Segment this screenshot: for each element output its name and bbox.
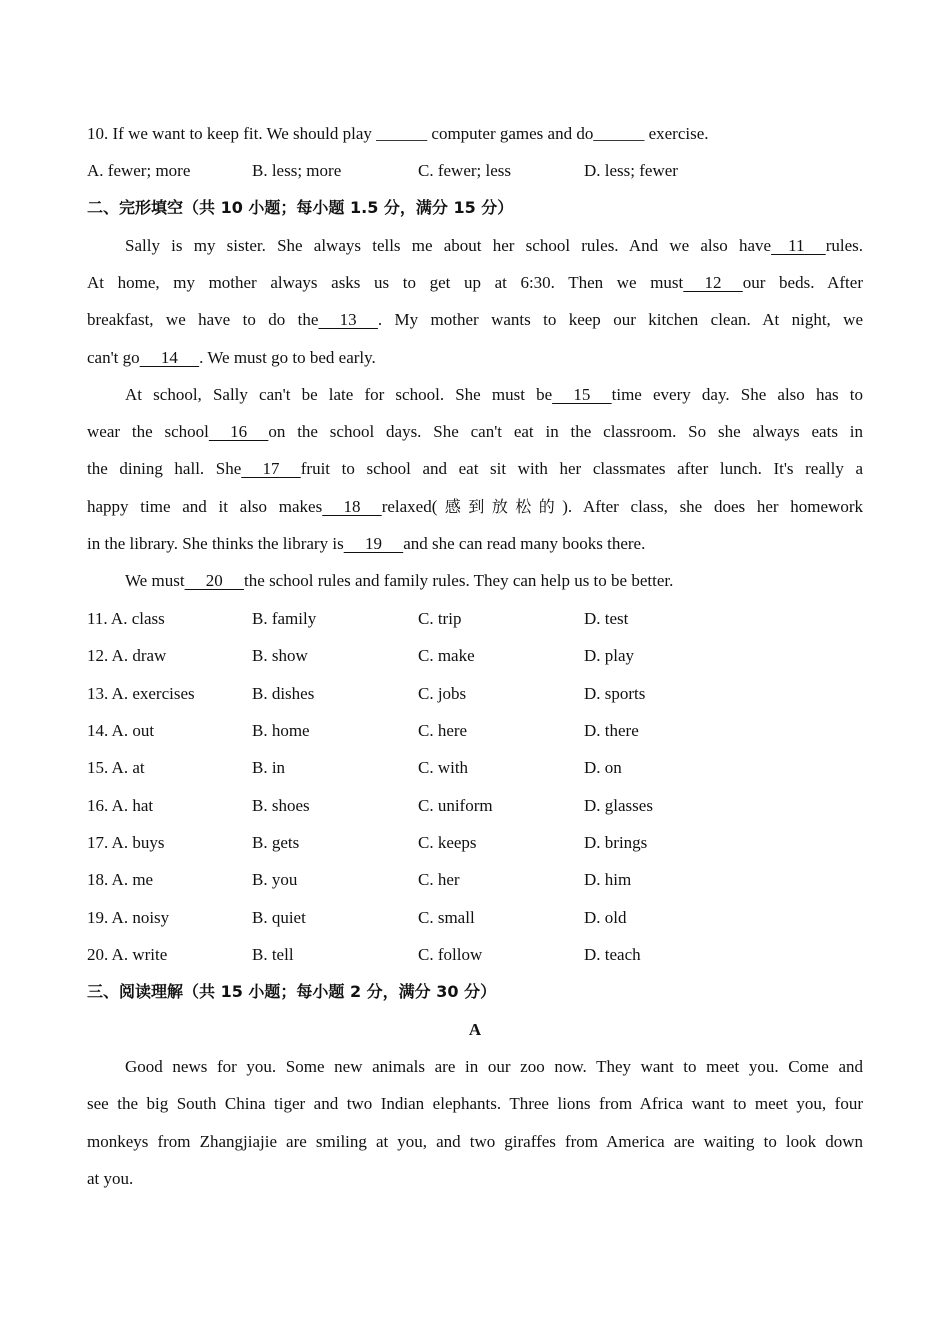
cloze-text: on the school days. She can't eat in the classroom. So she always eats in: [268, 422, 863, 441]
cloze-line: [87, 270, 863, 296]
option-b: B. home: [252, 721, 310, 740]
option-c: C. follow: [418, 945, 483, 964]
cloze-blank-13: 13: [318, 310, 378, 329]
option-c: C. her: [418, 870, 460, 889]
cloze-blank-12: 12: [683, 273, 743, 292]
cloze-text: . My mother wants to keep our kitchen clean. At night, we: [377, 310, 864, 329]
passage-line: at you.: [87, 1169, 134, 1188]
option-d: D. less; fewer: [584, 161, 678, 180]
option-d: D. him: [584, 870, 632, 889]
cloze-text: At school, Sally can't be late for school. She must be: [125, 385, 553, 404]
option-a: 12. A. draw: [87, 646, 167, 665]
option-a: 18. A. me: [87, 870, 154, 889]
option-c: C. fewer; less: [418, 161, 512, 180]
option-b: B. shoes: [252, 796, 310, 815]
cloze-text: can't go: [87, 348, 140, 367]
cloze-line: [87, 456, 863, 482]
cloze-blank-19: 19: [343, 534, 404, 553]
option-a: 20. A. write: [87, 945, 168, 964]
question-15-options: [87, 755, 863, 781]
option-a: 17. A. buys: [87, 833, 165, 852]
cloze-text: wear the school: [87, 422, 209, 441]
option-a: 14. A. out: [87, 721, 155, 740]
question-16-options: [87, 793, 863, 819]
option-a: 13. A. exercises: [87, 684, 195, 703]
option-b: B. show: [252, 646, 308, 665]
option-a: 19. A. noisy: [87, 908, 170, 927]
option-c: C. make: [418, 646, 475, 665]
cloze-blank-15: 15: [552, 385, 612, 404]
option-d: D. sports: [584, 684, 646, 703]
cloze-text: We must: [125, 571, 185, 590]
cloze-text: and she can read many books there.: [403, 534, 646, 553]
cloze-text: ). After class, she does her homework: [562, 497, 863, 516]
option-b: B. in: [252, 758, 286, 777]
option-b: B. family: [252, 609, 317, 628]
option-a: A. fewer; more: [87, 161, 191, 180]
question-10-stem: [87, 121, 863, 147]
cloze-text: breakfast, we have to do the: [87, 310, 319, 329]
option-c: C. trip: [418, 609, 462, 628]
cloze-blank-17: 17: [241, 459, 301, 478]
option-c: C. with: [418, 758, 469, 777]
question-19-options: [87, 905, 863, 931]
cloze-text: our beds. After: [742, 273, 863, 292]
question-17-options: [87, 830, 863, 856]
cloze-line: [87, 568, 863, 594]
option-b: B. gets: [252, 833, 300, 852]
cloze-text: fruit to school and eat sit with her classmates after lunch. It's really a: [300, 459, 863, 478]
cloze-text: the dining hall. She: [87, 459, 242, 478]
cloze-blank-20: 20: [184, 571, 245, 590]
passage-line: Good news for you. Some new animals are in our zoo now. They want to meet you. Come and: [125, 1057, 863, 1076]
cloze-text: At home, my mother always asks us to get up at 6:30. Then we must: [87, 273, 684, 292]
passage-label: A: [468, 1020, 482, 1039]
option-d: D. teach: [584, 945, 641, 964]
option-b: B. tell: [252, 945, 294, 964]
section-3-heading: 三、阅读理解（共 15 小题；每小题 2 分，满分 30 分）: [87, 982, 497, 1001]
cloze-text: rules.: [825, 236, 863, 255]
option-c: C. small: [418, 908, 475, 927]
option-c: C. jobs: [418, 684, 467, 703]
cloze-text: Sally is my sister. She always tells me about her school rules. And we also have: [125, 236, 772, 255]
option-d: D. old: [584, 908, 627, 927]
cloze-line: [87, 531, 863, 557]
cloze-gloss: 感到放松的: [437, 497, 563, 516]
answer-blank: ______: [593, 124, 645, 143]
option-b: B. dishes: [252, 684, 315, 703]
option-d: D. glasses: [584, 796, 653, 815]
cloze-line: [87, 307, 863, 333]
cloze-line: [87, 419, 863, 445]
cloze-blank-11: 11: [771, 236, 826, 255]
cloze-line: [87, 382, 863, 408]
option-a: 16. A. hat: [87, 796, 154, 815]
option-d: D. test: [584, 609, 629, 628]
cloze-blank-14: 14: [139, 348, 200, 367]
answer-blank: ______: [376, 124, 428, 143]
option-d: D. play: [584, 646, 635, 665]
option-d: D. there: [584, 721, 639, 740]
cloze-text: . We must go to bed early.: [199, 348, 376, 367]
option-d: D. on: [584, 758, 622, 777]
cloze-blank-16: 16: [208, 422, 269, 441]
cloze-text: happy time and it also makes: [87, 497, 323, 516]
option-c: C. uniform: [418, 796, 493, 815]
question-20-options: [87, 942, 863, 968]
option-b: B. quiet: [252, 908, 306, 927]
option-c: C. keeps: [418, 833, 477, 852]
question-12-options: [87, 643, 863, 669]
cloze-line: [87, 494, 863, 520]
question-14-options: [87, 718, 863, 744]
cloze-line: [87, 345, 863, 371]
option-a: 15. A. at: [87, 758, 145, 777]
passage-line: see the big South China tiger and two Indian elephants. Three lions from Africa want to meet you, four: [87, 1094, 863, 1113]
stem-text: exercise.: [644, 124, 709, 143]
cloze-line: [87, 233, 863, 259]
question-11-options: [87, 606, 863, 632]
cloze-text: relaxed(: [381, 497, 438, 516]
passage-line: monkeys from Zhangjiajie are smiling at you, and two giraffes from America are waiting to look down: [87, 1132, 863, 1151]
question-18-options: [87, 867, 863, 893]
stem-text: 10. If we want to keep fit. We should play: [87, 124, 377, 143]
cloze-blank-18: 18: [322, 497, 382, 516]
option-b: B. you: [252, 870, 298, 889]
option-d: D. brings: [584, 833, 648, 852]
section-2-heading: 二、完形填空（共 10 小题；每小题 1.5 分，满分 15 分）: [87, 198, 514, 217]
option-b: B. less; more: [252, 161, 342, 180]
question-13-options: [87, 681, 863, 707]
stem-text: computer games and do: [427, 124, 594, 143]
cloze-text: time every day. She also has to: [611, 385, 863, 404]
option-c: C. here: [418, 721, 468, 740]
cloze-text: in the library. She thinks the library is: [87, 534, 344, 553]
cloze-text: the school rules and family rules. They can help us to be better.: [244, 571, 674, 590]
question-10-options: [87, 158, 863, 184]
option-a: 11. A. class: [87, 609, 165, 628]
